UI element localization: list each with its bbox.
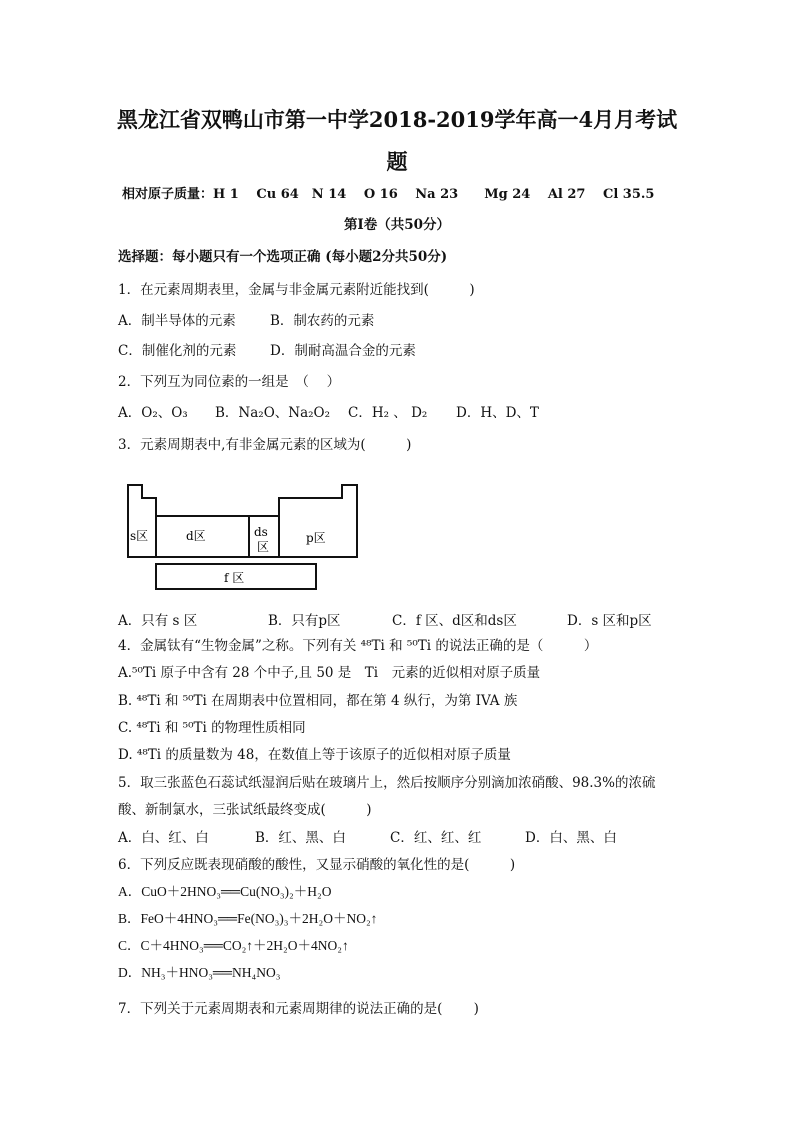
q1-stem: 1．在元素周期表里，金属与非金属元素附近能找到( ) <box>118 282 475 298</box>
q4-option-a: A.⁵⁰Ti 原子中含有 28 个中子,且 50 是 Ti 元素的近似相对原子质量 <box>118 665 541 681</box>
main-table-outline <box>128 485 357 557</box>
q2-option-d: D．H、D、T <box>456 405 539 421</box>
exam-title-line1: 黑龙江省双鸭山市第一中学2018-2019学年高一4月月考试 <box>116 107 678 132</box>
q6-option-b: B．FeO＋4HNO₃══Fe(NO₃)₃＋2H₂O＋NO₂↑ <box>118 911 378 926</box>
exam-title-line2: 题 <box>386 149 408 174</box>
q2-stem: 2．下列互为同位素的一组是 （ ） <box>118 374 341 390</box>
ds-block-label-top: ds <box>254 525 268 539</box>
q3-stem: 3．元素周期表中,有非金属元素的区域为( ) <box>118 437 412 453</box>
q6-stem: 6．下列反应既表现硝酸的酸性，又显示硝酸的氧化性的是( ) <box>118 857 516 873</box>
q4-option-c: C. ⁴⁸Ti 和 ⁵⁰Ti 的物理性质相同 <box>118 720 306 736</box>
s-block-label: s区 <box>130 529 149 543</box>
q5-stem-line2: 酸、新制氯水，三张试纸最终变成( ) <box>118 802 372 818</box>
q2-option-b: B．Na₂O、Na₂O₂ <box>215 405 331 421</box>
q5-option-a: A．白、红、白 <box>118 830 209 846</box>
q2-option-c: C．H₂ 、 D₂ <box>348 405 428 421</box>
q5-stem-line1: 5．取三张蓝色石蕊试纸湿润后贴在玻璃片上，然后按顺序分别滴加浓硝酸、98.3%的浓硫 <box>118 775 656 791</box>
q6-option-d: D．NH₃＋HNO₃══NH₄NO₃ <box>118 965 281 980</box>
f-block-label: f 区 <box>224 571 245 585</box>
section-heading: 选择题：每小题只有一个选项正确 (每小题2分共50分) <box>118 249 448 265</box>
q6-option-c: C．C＋4HNO₃══CO₂↑＋2H₂O＋4NO₂↑ <box>118 938 349 953</box>
q3-option-c: C．f 区、d区和ds区 <box>392 613 517 629</box>
p-block-label: p区 <box>306 531 326 545</box>
periodic-table-block-diagram <box>124 484 364 594</box>
d-block-label: d区 <box>186 529 206 543</box>
q4-stem: 4．金属钛有“生物金属”之称。下列有关 ⁴⁸Ti 和 ⁵⁰Ti 的说法正确的是（ ） <box>118 638 598 654</box>
q3-option-a: A．只有 s 区 <box>118 613 198 629</box>
q3-option-b: B．只有p区 <box>268 613 341 629</box>
q4-option-d: D. ⁴⁸Ti 的质量数为 48，在数值上等于该原子的近似相对原子质量 <box>118 747 511 763</box>
q5-option-b: B．红、黑、白 <box>255 830 346 846</box>
q6-option-a: A．CuO＋2HNO₃══Cu(NO₃)₂＋H₂O <box>118 884 332 899</box>
q7-stem: 7．下列关于元素周期表和元素周期律的说法正确的是( ) <box>118 1001 479 1017</box>
ds-block-label-bottom: 区 <box>257 540 270 554</box>
q1-option-c: C．制催化剂的元素 <box>118 343 237 359</box>
q2-option-a: A．O₂、O₃ <box>118 405 188 421</box>
q1-option-a: A．制半导体的元素 <box>118 313 236 329</box>
q5-option-d: D．白、黑、白 <box>525 830 617 846</box>
q3-option-d: D．s 区和p区 <box>567 613 652 629</box>
q4-option-b: B. ⁴⁸Ti 和 ⁵⁰Ti 在周期表中位置相同，都在第 4 纵行，为第 IVA 族 <box>118 693 518 709</box>
q1-option-d: D．制耐高温合金的元素 <box>270 343 416 359</box>
volume-heading: 第Ⅰ卷（共50分） <box>343 217 451 233</box>
q5-option-c: C．红、红、红 <box>390 830 482 846</box>
atomic-masses: 相对原子质量：H 1 Cu 64 N 14 O 16 Na 23 Mg 24 Al 27 Cl 35.5 <box>122 187 655 202</box>
q1-option-b: B．制农药的元素 <box>270 313 375 329</box>
